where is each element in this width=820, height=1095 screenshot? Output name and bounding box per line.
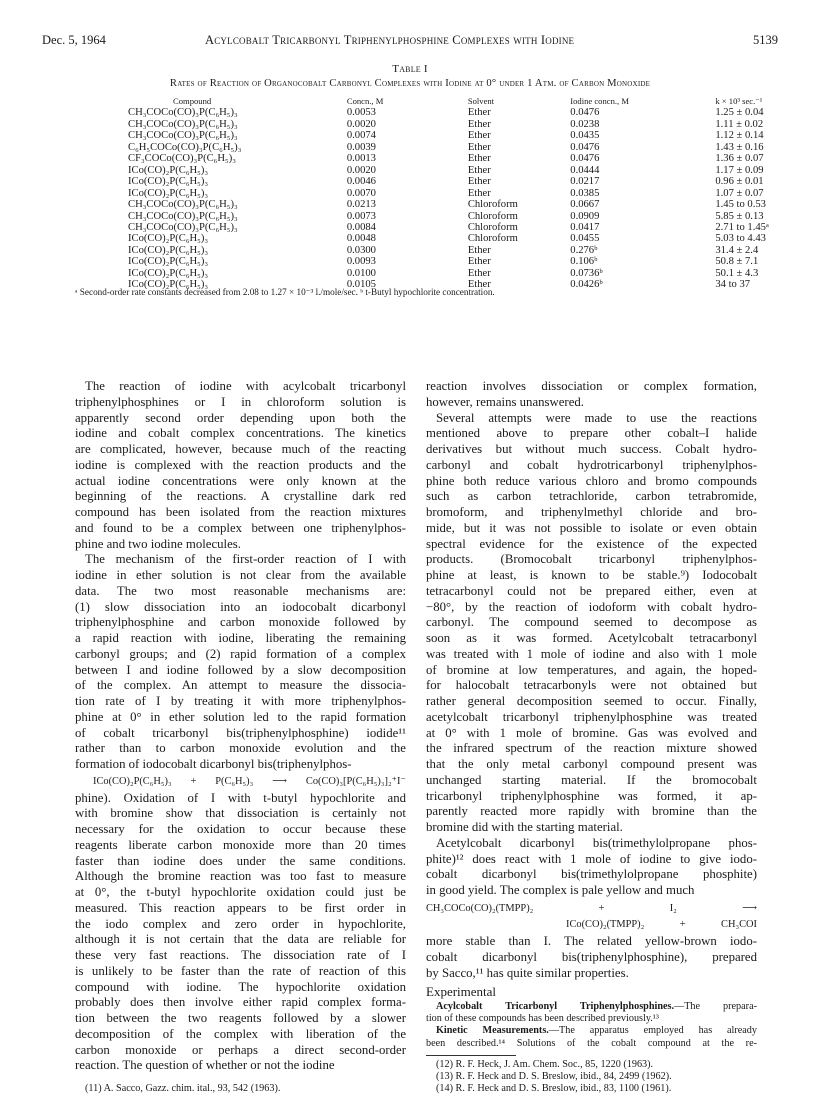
table-cell: 0.0084 bbox=[346, 221, 376, 233]
table-cell: 0.0046 bbox=[346, 176, 376, 188]
table-cell: ICo(CO)₂P(C₆H₅)₃ bbox=[128, 187, 209, 199]
table-cell: 0.0020 bbox=[346, 164, 376, 176]
text-line: Acetylcobalt dicarbonyl bis(trimethylolpropane phos- bbox=[436, 835, 757, 850]
text-line: actual iodine concentrations were only known at the bbox=[75, 473, 406, 488]
table-cell: Chloroform bbox=[467, 233, 518, 245]
table-cell: 0.0667 bbox=[570, 199, 600, 211]
exp-kinetic-line bbox=[426, 1025, 757, 1037]
table-row bbox=[128, 222, 820, 233]
text-line: of cobalt tricarbonyl bis(triphenylphosphine) iodide¹¹ bbox=[75, 725, 406, 740]
text-line: faster than iodine does under the same conditions. bbox=[75, 853, 406, 868]
text-line: bromoform, and triphenylmethyl chloride and bro- bbox=[426, 505, 757, 519]
text-line: data. The two most reasonable mechanisms are: bbox=[75, 583, 406, 598]
table-cell: ICo(CO)₂P(C₆H₅)₃ bbox=[128, 256, 209, 268]
table-cell: ICo(CO)₂P(C₆H₅)₃ bbox=[128, 267, 209, 279]
text-line: the infrared spectrum of the reaction mixture showed bbox=[426, 741, 757, 756]
table-cell: 1.45 to 0.53 bbox=[715, 199, 766, 211]
table-footnote: ᵃ Second-order rate constants decreased from 2.08 to 1.27 × 10⁻³ l./mole/sec. ᵇ t-Butyl hypochlorite concentration. bbox=[75, 287, 495, 297]
table-cell: ICo(CO)₂P(C₆H₅)₃ bbox=[128, 176, 209, 188]
table-cell: 0.0070 bbox=[346, 187, 376, 199]
text-line: tion between the two reagents followed by a slower bbox=[75, 1011, 406, 1025]
table-row bbox=[128, 130, 820, 141]
table-cell: Ether bbox=[467, 141, 491, 153]
reference-13: (13) R. F. Heck and D. S. Breslow, ibid., 84, 2499 (1962). bbox=[436, 1070, 672, 1082]
text-line: however, remains unanswered. bbox=[426, 394, 584, 409]
text-line: such as carbon tetrachloride, carbon tetrabromide, bbox=[426, 489, 757, 504]
text-line: The reaction of iodine with acylcobalt tricarbonyl bbox=[85, 379, 406, 393]
table-cell: CF₃COCo(CO)₃P(C₆H₅)₃ bbox=[128, 153, 236, 165]
text-line: necessary for the oxidation to occur because these bbox=[75, 822, 406, 836]
reference-11: (11) A. Sacco, Gazz. chim. ital., 93, 542 (1963). bbox=[85, 1083, 281, 1094]
table-cell: 0.0476 bbox=[570, 141, 600, 153]
table-cell: CH₃COCo(CO)₃P(C₆H₅)₃ bbox=[128, 221, 238, 233]
text-line: unchanged starting material. If the bromocobalt bbox=[426, 772, 757, 787]
right-paragraph-4 bbox=[426, 934, 757, 981]
table-cell: Ether bbox=[467, 244, 491, 256]
text-line: reaction. The question of whether or not the iodine bbox=[75, 1058, 335, 1073]
table-cell: 0.0476 bbox=[570, 153, 600, 165]
header-date: Dec. 5, 1964 bbox=[42, 33, 106, 47]
table-cell: 34 to 37 bbox=[715, 279, 751, 291]
table-cell: 2.71 to 1.45ᵃ bbox=[715, 221, 769, 233]
table-cell: 0.106ᵇ bbox=[570, 256, 598, 268]
references bbox=[426, 1059, 757, 1095]
table-row bbox=[128, 153, 820, 164]
table-cell: Ether bbox=[467, 279, 491, 291]
table-row bbox=[128, 176, 820, 187]
text-line: soon as it was formed. Acetylcobalt tetracarbonyl bbox=[426, 631, 757, 645]
text-line: bromine did with the starting material. bbox=[426, 820, 623, 834]
equation-1: ICo(CO)₂P(C₆H₅)₃ + P(C₆H₅)₃ ⟶ Co(CO)₃[P(C₆H₅)₃]₂⁺I⁻ bbox=[93, 775, 406, 787]
table-cell: 0.0417 bbox=[570, 221, 600, 233]
text-line: acetylcobalt tricarbonyl triphenylphosphine was treated bbox=[426, 709, 757, 724]
table-cell: Chloroform bbox=[467, 221, 518, 233]
text-line: at 0° with 1 mole of bromine. Gas was evolved and bbox=[426, 725, 757, 740]
table-cell: Chloroform bbox=[467, 199, 518, 211]
table-row bbox=[128, 233, 820, 244]
table-cell: 0.0100 bbox=[346, 267, 376, 279]
exp-kinetic-title: Kinetic Measurements. bbox=[436, 1025, 549, 1037]
rates-table bbox=[128, 96, 820, 291]
left-paragraph-2 bbox=[75, 552, 406, 773]
text-line: reaction involves dissociation or complex formation, bbox=[426, 379, 757, 393]
text-line: −80°, by the reaction of iodoform with cobalt hydro- bbox=[426, 599, 757, 614]
table-cell: 1.11 ± 0.02 bbox=[715, 118, 764, 130]
table-cell: 0.0105 bbox=[346, 279, 376, 291]
page-number: 5139 bbox=[753, 33, 778, 47]
table-cell: 0.0093 bbox=[346, 256, 376, 268]
table-cell: 0.0435 bbox=[570, 130, 600, 142]
table-label: Table I bbox=[392, 63, 428, 75]
table-cell: 0.0039 bbox=[346, 141, 376, 153]
text-line: probably does then involve either rapid complex forma- bbox=[75, 995, 406, 1010]
text-line: rather general decomposition seemed to occur. Finally, bbox=[426, 694, 757, 708]
table-cell: 0.0074 bbox=[346, 130, 376, 142]
exp-kinetic-continuation: been described.¹⁴ Solutions of the cobalt compound at the re- bbox=[426, 1037, 757, 1049]
text-line: more stable than I. The related yellow-brown iodo- bbox=[426, 934, 757, 949]
table-row bbox=[128, 268, 820, 279]
text-line: triphenylphosphine and carbon monoxide followed by bbox=[75, 615, 406, 630]
exp-prep-line bbox=[426, 1001, 757, 1013]
text-line: a rapid reaction with iodine, liberating the remaining bbox=[75, 631, 406, 645]
text-line: was treated with 1 mole of iodine and also with 1 mole bbox=[426, 646, 757, 661]
text-line: carbonyl. The compound seemed to decompose as bbox=[426, 615, 757, 630]
right-paragraph-2 bbox=[426, 411, 757, 836]
table-cell: Ether bbox=[467, 153, 491, 165]
table-cell: 0.0909 bbox=[570, 210, 600, 222]
text-line: by Sacco,¹¹ has quite similar properties. bbox=[426, 965, 629, 980]
text-line: phine). Oxidation of I with t-butyl hypochlorite and bbox=[75, 790, 406, 805]
equation-2-left: CH₃COCo(CO)₂(TMPP)₂ + I₂ ⟶ bbox=[426, 902, 757, 914]
table-cell: CH₃COCo(CO)₃P(C₆H₅)₃ bbox=[128, 130, 238, 142]
table-cell: 50.8 ± 7.1 bbox=[715, 256, 759, 268]
text-line: phine both reduce various chloro and bromo compounds bbox=[426, 473, 757, 488]
table-cell: 0.0444 bbox=[570, 164, 600, 176]
table-cell: 0.0385 bbox=[570, 187, 600, 199]
table-cell: 0.0048 bbox=[346, 233, 376, 245]
table-cell: 0.0300 bbox=[346, 244, 376, 256]
text-line: although it is not certain that the data are reliable for bbox=[75, 932, 406, 947]
table-cell: ICo(CO)₂P(C₆H₅)₃ bbox=[128, 233, 209, 245]
header-title: Acylcobalt Tricarbonyl Triphenylphosphine Complexes with Iodine bbox=[205, 33, 575, 47]
text-line: of the complex. An attempt to measure the dissocia- bbox=[75, 678, 406, 693]
table-cell: C₆H₅COCo(CO)₃P(C₆H₅)₃ bbox=[128, 141, 242, 153]
right-column bbox=[426, 379, 757, 1095]
table-cell: Ether bbox=[467, 176, 491, 188]
table-header-row bbox=[128, 96, 820, 107]
table-row bbox=[128, 199, 820, 210]
text-line: tion rate of I by treating it with more triphenylphos- bbox=[75, 694, 406, 708]
table-cell: 5.03 to 4.43 bbox=[715, 233, 766, 245]
text-line: of bromine at low temperatures, and again, the hoped- bbox=[426, 662, 757, 677]
table-row bbox=[128, 165, 820, 176]
text-line: tricarbonyl triphenylphosphine was formed, it ap- bbox=[426, 788, 757, 803]
table-cell: Chloroform bbox=[467, 210, 518, 222]
table-cell: 1.07 ± 0.07 bbox=[715, 187, 764, 199]
table-row bbox=[128, 142, 820, 153]
table-cell: Ether bbox=[467, 164, 491, 176]
exp-prep-title: Acylcobalt Tricarbonyl Triphenylphosphines. bbox=[436, 1001, 675, 1013]
table-cell: 0.0013 bbox=[346, 153, 376, 165]
text-line: at 0°, the t-butyl hypochlorite oxidation could just be bbox=[75, 885, 406, 899]
experimental-section bbox=[426, 1001, 757, 1049]
text-line: beginning of the reactions. A crystalline dark red bbox=[75, 489, 406, 504]
table-cell: 0.0426ᵇ bbox=[570, 279, 603, 291]
table-cell: 0.0736ᵇ bbox=[570, 267, 603, 279]
right-paragraph-1 bbox=[426, 379, 757, 411]
table-cell: Ether bbox=[467, 130, 491, 142]
text-line: iodine is complexed with the reaction products and the bbox=[75, 457, 406, 472]
table-row bbox=[128, 107, 820, 118]
reference-12: (12) R. F. Heck, J. Am. Chem. Soc., 85, 1220 (1963). bbox=[436, 1058, 654, 1070]
table-cell: 0.276ᵇ bbox=[570, 244, 598, 256]
table-cell: CH₃COCo(CO)₃P(C₆H₅)₃ bbox=[128, 118, 238, 130]
table-cell: 0.0217 bbox=[570, 176, 600, 188]
table-cell: Ether bbox=[467, 187, 491, 199]
table-cell: 1.43 ± 0.16 bbox=[715, 141, 764, 153]
text-line: between I and iodine followed by a slow decomposition bbox=[75, 662, 406, 677]
col-header-concn: Concn., M bbox=[346, 96, 384, 106]
table-cell: 0.0053 bbox=[346, 107, 376, 119]
table-cell: Ether bbox=[467, 118, 491, 130]
text-line: iodine and cobalt complex concentrations. The kinetics bbox=[75, 426, 406, 441]
table-row bbox=[128, 245, 820, 256]
table-cell: CH₃COCo(CO)₃P(C₆H₅)₃ bbox=[128, 107, 238, 119]
text-line: compound has been isolated from the reaction mixtures bbox=[75, 505, 406, 519]
text-line: The mechanism of the first-order reaction of I with bbox=[85, 552, 406, 567]
table-cell: Ether bbox=[467, 256, 491, 268]
table-cell: 0.0476 bbox=[570, 107, 600, 119]
text-line: measured. This reaction appears to be first order in bbox=[75, 900, 406, 915]
left-paragraph-3 bbox=[75, 791, 406, 1075]
col-header-rate: k × 10³ sec.⁻¹ bbox=[715, 96, 763, 106]
table-cell: 0.0213 bbox=[346, 199, 376, 211]
text-line: phine and two iodine molecules. bbox=[75, 536, 241, 551]
table-cell: 0.0020 bbox=[346, 118, 376, 130]
left-column bbox=[75, 379, 406, 1095]
text-line: carbon monoxide or perhaps a direct second-order bbox=[75, 1042, 406, 1057]
table-cell: 50.1 ± 4.3 bbox=[715, 267, 759, 279]
table-cell: CH₃COCo(CO)₃P(C₆H₅)₃ bbox=[128, 199, 238, 211]
left-paragraph-1 bbox=[75, 379, 406, 552]
exp-prep-continuation: tion of these compounds has been described previously.¹³ bbox=[426, 1013, 659, 1025]
text-line: tetracarbonyl could not be prepared either, even at bbox=[426, 583, 757, 598]
table-cell: 5.85 ± 0.13 bbox=[715, 210, 764, 222]
text-line: rather than to carbon monoxide evolution and the bbox=[75, 741, 406, 756]
right-paragraph-3 bbox=[426, 836, 757, 899]
table-row bbox=[128, 119, 820, 130]
table-cell: 1.12 ± 0.14 bbox=[715, 130, 764, 142]
text-line: parently reacted more rapidly with bromine than the bbox=[426, 804, 757, 819]
table-cell: 1.17 ± 0.09 bbox=[715, 164, 764, 176]
text-line: phine at 0° in ether solution led to the rapid formation bbox=[75, 709, 406, 724]
text-line: reagents liberate carbon monoxide more than 20 times bbox=[75, 837, 406, 852]
table-row bbox=[128, 211, 820, 222]
text-line: iodine in ether solution is not clear from the available bbox=[75, 568, 406, 582]
footnote-rule bbox=[426, 1055, 516, 1056]
exp-kinetic-body: —The apparatus employed has already bbox=[548, 1025, 757, 1037]
table-cell: Ether bbox=[467, 107, 491, 119]
experimental-heading: Experimental bbox=[426, 983, 497, 999]
text-line: compound with iodine. The hypochlorite oxidation bbox=[75, 979, 406, 994]
text-line: derivatives but without much success. Cobalt hydro- bbox=[426, 442, 757, 456]
table-cell: ICo(CO)₂P(C₆H₅)₃ bbox=[128, 279, 209, 291]
text-line: spectral evidence for the existence of the expected bbox=[426, 536, 757, 551]
col-header-compound: Compound bbox=[173, 96, 212, 106]
text-line: Although the bromine reaction was too fast to measure bbox=[75, 869, 406, 884]
table-cell: Ether bbox=[467, 267, 491, 279]
table-cell: 31.4 ± 2.4 bbox=[715, 244, 759, 256]
text-line: (1) slow dissociation into an iodocobalt dicarbonyl bbox=[75, 599, 406, 614]
text-line: and found to be a complex between one triphenylphos- bbox=[75, 520, 406, 535]
text-line: is unlikely to be faster than the rate of reaction of this bbox=[75, 963, 406, 978]
text-line: with bromine show that dissociation is certainly not bbox=[75, 806, 406, 821]
text-line: cobalt dicarbonyl bis(trimethylolpropane phosphite) bbox=[426, 867, 757, 882]
text-line: these very fast reactions. The dissociation rate of I bbox=[75, 948, 406, 962]
text-line: mentioned above to prepare other cobalt–I halide bbox=[426, 426, 757, 441]
text-line: cobalt dicarbonyl bis(triphenylphosphine), prepared bbox=[426, 950, 757, 964]
col-header-solvent: Solvent bbox=[467, 96, 495, 106]
table-cell: 1.36 ± 0.07 bbox=[715, 153, 764, 165]
text-line: in good yield. The complex is pale yellow and much bbox=[426, 883, 695, 897]
table-cell: 1.25 ± 0.04 bbox=[715, 107, 764, 119]
text-line: that the only metal carbonyl compound present was bbox=[426, 757, 757, 771]
table-caption: Rates of Reaction of Organocobalt Carbonyl Complexes with Iodine at 0° under 1 Atm. of Carbon Monoxide bbox=[169, 78, 651, 89]
text-line: phine at least, is known to be stable.⁹) Iodocobalt bbox=[426, 568, 757, 582]
text-line: triphenylphosphines or I in chloroform solution is bbox=[75, 394, 406, 409]
table-row bbox=[128, 188, 820, 199]
text-line: carbonyl groups; and (2) rapid formation of a complex bbox=[75, 646, 406, 661]
text-line: for halocobalt tetracarbonyls were not obtained but bbox=[426, 678, 757, 693]
text-line: mide, but it was not possible to isolate or even obtain bbox=[426, 520, 757, 535]
table-cell: ICo(CO)₂P(C₆H₅)₃ bbox=[128, 244, 209, 256]
text-line: apparently second order depending upon both the bbox=[75, 410, 406, 425]
text-line: Several attempts were made to use the reactions bbox=[436, 410, 757, 425]
table-cell: 0.96 ± 0.01 bbox=[715, 176, 764, 188]
col-header-iodine: Iodine concn., M bbox=[570, 96, 629, 106]
table-cell: 0.0455 bbox=[570, 233, 600, 245]
text-line: phite)¹² does react with 1 mole of iodine to give iodo- bbox=[426, 851, 757, 866]
table-cell: 0.0073 bbox=[346, 210, 376, 222]
exp-prep-body: —The prepara- bbox=[674, 1001, 757, 1013]
text-line: decomposition of the complex with liberation of the bbox=[75, 1026, 406, 1041]
text-line: carbonyl and cobalt hydrotricarbonyl triphenylphos- bbox=[426, 457, 757, 472]
table-cell: CH₃COCo(CO)₃P(C₆H₅)₃ bbox=[128, 210, 238, 222]
text-line: formation of iodocobalt dicarbonyl bis(triphenylphos- bbox=[75, 757, 352, 771]
text-line: are complicated, however, because much of the reacting bbox=[75, 442, 406, 456]
reference-14: (14) R. F. Heck and D. S. Breslow, ibid., 83, 1100 (1961). bbox=[436, 1082, 672, 1094]
table-cell: ICo(CO)₂P(C₆H₅)₃ bbox=[128, 164, 209, 176]
text-line: products. (Bromocobalt tricarbonyl triphenylphos- bbox=[426, 552, 757, 567]
equation-2-right: ICo(CO)₂(TMPP)₂ + CH₃COI bbox=[566, 918, 757, 930]
text-line: the iodo complex and zero order in hypochlorite, bbox=[75, 916, 406, 931]
table-row bbox=[128, 256, 820, 267]
table-cell: 0.0238 bbox=[570, 118, 600, 130]
